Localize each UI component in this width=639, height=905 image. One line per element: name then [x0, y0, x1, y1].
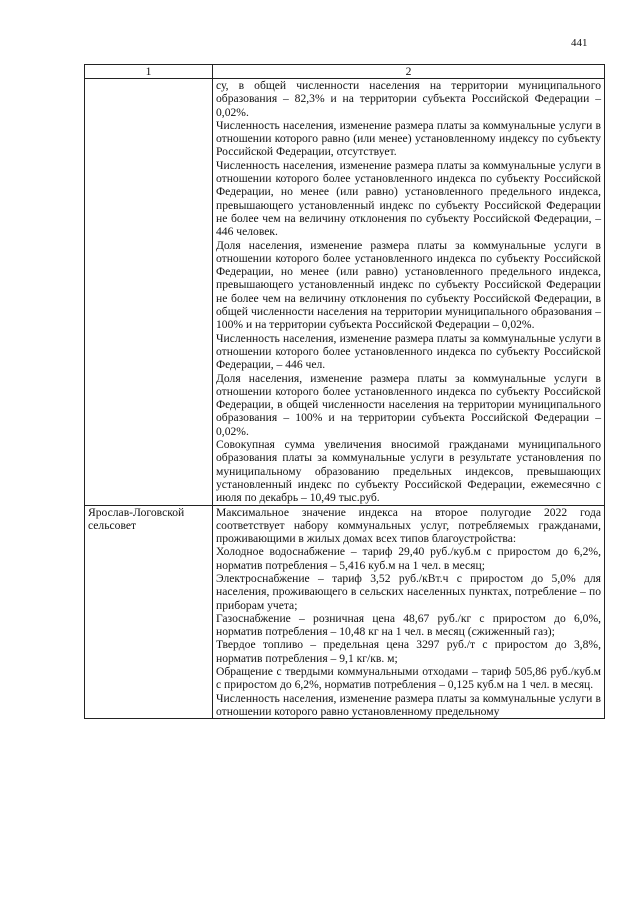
paragraph: Холодное водоснабжение – тариф 29,40 руб./куб.м с приростом до 6,2%, норматив потребления – 5,416 куб.м на 1 чел. в месяц; [216, 545, 601, 572]
paragraph: Совокупная сумма увеличения вносимой гражданами муниципального образования платы за коммунальные услуги в результате установления по муниципальному образованию предельных индексов, превышающих установленный индекс по субъекту Российской Федерации, ежемесячно с июля по декабрь – 10,49 тыс.руб. [216, 438, 601, 505]
column-header-2: 2 [213, 65, 605, 79]
description-cell [213, 505, 605, 719]
document-table [84, 64, 605, 719]
municipality-cell [85, 79, 213, 506]
table-row [85, 79, 605, 506]
paragraph: Численность населения, изменение размера платы за коммунальные услуги в отношении которого равно установленному предельному [216, 691, 601, 718]
paragraph: су, в общей численности населения на территории муниципального образования – 82,3% и на территории субъекта Российской Федерации – 0,02%. [216, 79, 601, 119]
table-row [85, 505, 605, 719]
paragraph: Максимальное значение индекса на второе полугодие 2022 года соответствует набору коммунальных услуг, потребляемых гражданами, проживающими в жилых домах всех типов благоустройства: [216, 505, 601, 546]
paragraph: Электроснабжение – тариф 3,52 руб./кВт.ч с приростом до 5,0% для населения, проживающего в сельских населенных пунктах, потребление – по приборам учета; [216, 571, 601, 612]
page-number: 441 [571, 37, 588, 49]
paragraph: Твердое топливо – предельная цена 3297 руб./т с приростом до 3,8%, норматив потребления – 9,1 кг/кв. м; [216, 638, 601, 665]
paragraph: Доля населения, изменение размера платы за коммунальные услуги в отношении которого более установленного индекса по субъекту Российской Федерации, но менее (или равно) установленного предельного индекса, превышающего установленный индекс по субъекту Российской Федерации не более чем на величину отклонения по субъекту Российской Федерации, в общей численности населения на территории муниципального образования – 100% и на территории субъекта Российской Федерации – 0,02%. [216, 238, 601, 332]
paragraph: Численность населения, изменение размера платы за коммунальные услуги в отношении которого более установленного индекса по субъекту Российской Федерации, – 446 чел. [216, 331, 601, 372]
paragraph: Обращение с твердыми коммунальными отходами – тариф 505,86 руб./куб.м с приростом до 6,2%, норматив потребления – 0,125 куб.м на 1 чел. в месяц. [216, 665, 601, 692]
municipality-cell: Ярослав-Логовской сельсовет [85, 505, 213, 719]
table-header-row [85, 65, 605, 79]
paragraph: Численность населения, изменение размера платы за коммунальные услуги в отношении которого более установленного индекса по субъекту Российской Федерации, но менее (или равно) установленного предельного индекса, превышающего установленный индекс по субъекту Российской Федерации не более чем на величину отклонения по субъекту Российской Федерации, – 446 человек. [216, 158, 601, 239]
paragraph: Доля населения, изменение размера платы за коммунальные услуги в отношении которого более установленного индекса по субъекту Российской Федерации, в общей численности населения на территории муниципального образования – 100% и на территории субъекта Российской Федерации – 0,02%. [216, 371, 601, 438]
paragraph: Газоснабжение – розничная цена 48,67 руб./кг с приростом до 6,0%, норматив потребления – 10,48 кг на 1 чел. в месяц (сжиженный газ); [216, 611, 601, 639]
column-header-1: 1 [85, 65, 213, 79]
paragraph: Численность населения, изменение размера платы за коммунальные услуги в отношении которого равно (или менее) установленному индексу по субъекту Российской Федерации, отсутствует. [216, 118, 601, 159]
description-cell [213, 79, 605, 506]
